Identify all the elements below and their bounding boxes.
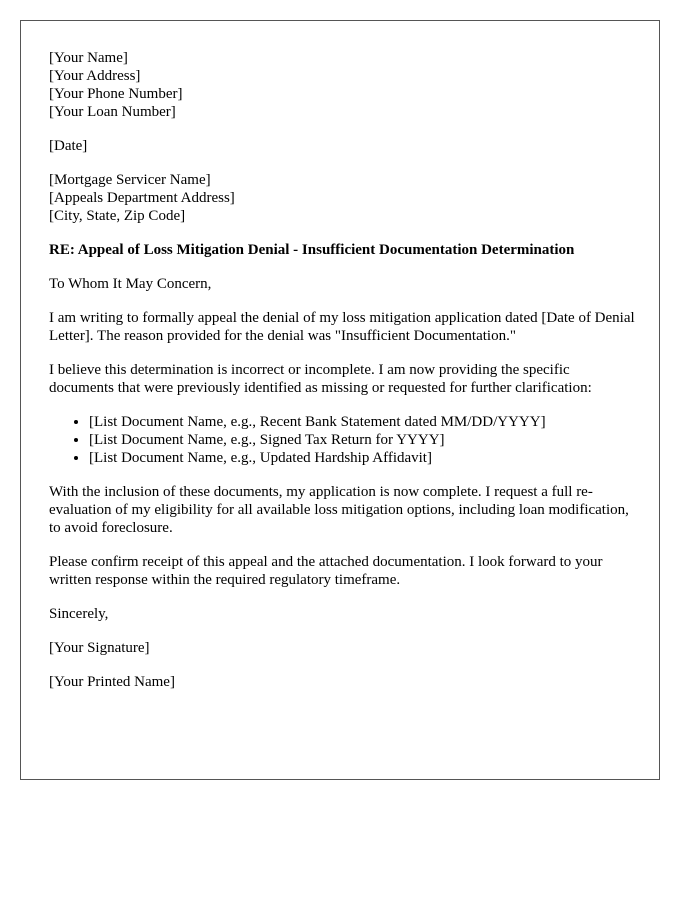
- recipient-block: [49, 171, 635, 225]
- subject-line: RE: Appeal of Loss Mitigation Denial - Insufficient Documentation Determination: [49, 242, 575, 258]
- letter-content: [49, 49, 635, 707]
- paragraph-appeal: I am writing to formally appeal the denial of my loss mitigation application dated [Date of Denial Letter]. The reason provided for the denial was "Insufficient Documentation.": [49, 310, 635, 344]
- salutation: To Whom It May Concern,: [49, 276, 212, 292]
- sender-phone: [Your Phone Number]: [49, 86, 183, 102]
- signature-placeholder: [Your Signature]: [49, 640, 150, 656]
- sender-block: [49, 49, 635, 121]
- letter-date: [Date]: [49, 138, 88, 154]
- recipient-city-state-zip: [City, State, Zip Code]: [49, 208, 186, 224]
- document-list-item: • [List Document Name, e.g., Recent Bank Statement dated MM/DD/YYYY]: [89, 413, 635, 431]
- sender-address: [Your Address]: [49, 68, 141, 84]
- document-list-item: • [List Document Name, e.g., Updated Hardship Affidavit]: [89, 449, 635, 467]
- paragraph-documents-intro: I believe this determination is incorrect or incomplete. I am now providing the specific documents that were previously identified as missing or requested for further clarification:: [49, 362, 592, 396]
- document-list-item: • [List Document Name, e.g., Signed Tax Return for YYYY]: [89, 431, 635, 449]
- letter-page: [20, 20, 660, 780]
- paragraph-confirm: Please confirm receipt of this appeal and the attached documentation. I look forward to your written response within the required regulatory timeframe.: [49, 554, 603, 588]
- sender-loan-number: [Your Loan Number]: [49, 104, 176, 120]
- printed-name: [Your Printed Name]: [49, 674, 175, 690]
- recipient-department-address: [Appeals Department Address]: [49, 190, 235, 206]
- document-list: [49, 413, 635, 467]
- sender-name: [Your Name]: [49, 50, 128, 66]
- closing: Sincerely,: [49, 606, 109, 622]
- paragraph-reevaluation: With the inclusion of these documents, my application is now complete. I request a full re-evaluation of my eligibility for all available loss mitigation options, including loan modification, to avoid foreclosure.: [49, 484, 629, 536]
- recipient-servicer: [Mortgage Servicer Name]: [49, 172, 211, 188]
